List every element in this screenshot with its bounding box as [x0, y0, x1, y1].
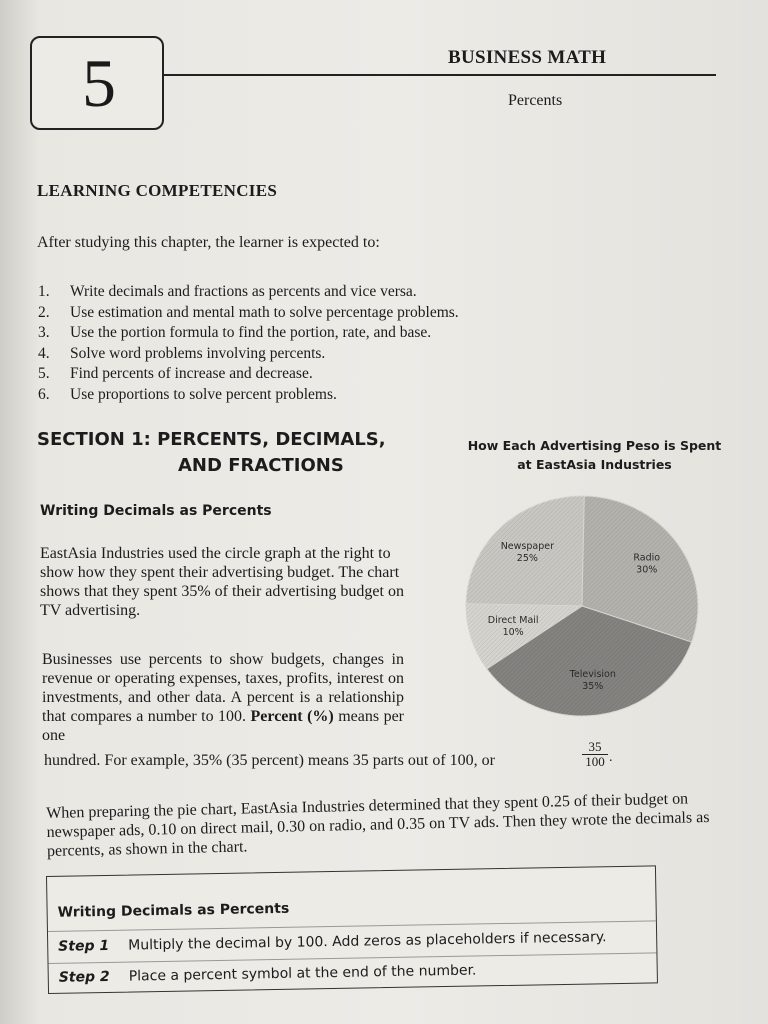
list-number: 2.: [38, 303, 50, 321]
percent-term: Percent (%): [250, 708, 334, 725]
fraction-denominator: 100: [585, 754, 605, 769]
step-label: Step 2: [58, 968, 110, 986]
list-text: Use the portion formula to find the portion, rate, and base.: [70, 324, 432, 341]
section-heading-line1: SECTION 1: PERCENTS, DECIMALS,: [37, 429, 386, 450]
step-divider: [49, 952, 657, 964]
para2-text-b: means per one: [42, 708, 405, 744]
list-number: 3.: [38, 324, 50, 341]
paragraph-pie-chart: When preparing the pie chart, EastAsia Industries determined that they spent 0.25 of their budget on newspaper ads, 0.10 on direct mail, 0.30 on radio, and 0.35 on TV ads. Then they wrote the decimals as percents, as shown in the chart.: [46, 790, 710, 860]
step-row: [58, 929, 607, 955]
step-text: Place a percent symbol at the end of the number.: [128, 962, 477, 985]
paragraph-example: hundred. For example, 35% (35 percent) means 35 parts out of 100, or: [44, 752, 495, 769]
list-item: [38, 323, 459, 344]
steps-box: [46, 865, 658, 994]
chapter-number: 5: [82, 45, 116, 121]
fraction-35-100: [582, 740, 608, 769]
competencies-list: [38, 282, 459, 405]
slice-value-label: 35%: [582, 681, 604, 693]
step-text: Multiply the decimal by 100. Add zeros as placeholders if necessary.: [128, 929, 607, 954]
step-row: [59, 963, 477, 986]
slice-value-label: 10%: [502, 626, 524, 638]
list-text: Use proportions to solve percent problems.: [70, 385, 337, 403]
list-number: 1.: [38, 283, 50, 300]
list-item: [38, 282, 459, 303]
paragraph-circle-graph: EastAsia Industries used the circle graph at the right to show how they spent their advertising budget. The chart shows that they spent 35% of their advertising budget on TV advertising.: [40, 545, 404, 619]
list-item: [38, 385, 459, 406]
list-text: Find percents of increase and decrease.: [70, 365, 313, 382]
competencies-intro: After studying this chapter, the learner is expected to:: [37, 234, 380, 251]
list-number: 4.: [38, 344, 50, 362]
step-label: Step 1: [58, 937, 110, 955]
list-number: 6.: [38, 385, 50, 403]
competencies-heading: LEARNING COMPETENCIES: [37, 181, 278, 200]
chapter-number-box: [30, 36, 164, 130]
chart-title-line1: How Each Advertising Peso is Spent: [467, 438, 722, 453]
section-heading-line2: AND FRACTIONS: [178, 455, 344, 476]
chart-title: [462, 436, 727, 474]
chapter-title: Percents: [508, 92, 563, 109]
book-title: BUSINESS MATH: [448, 47, 607, 68]
section-heading: [37, 427, 417, 479]
list-text: Use estimation and mental math to solve percentage problems.: [70, 303, 459, 321]
list-number: 5.: [38, 365, 50, 382]
steps-box-title: Writing Decimals as Percents: [57, 900, 290, 921]
header-rule: [164, 74, 716, 76]
list-item: [38, 303, 459, 324]
chart-title-line2: at EastAsia Industries: [517, 457, 672, 472]
slice-label: Television: [569, 669, 616, 681]
pie-chart: [452, 488, 712, 724]
fraction-numerator: 35: [582, 740, 608, 755]
list-text: Write decimals and fractions as percents and vice versa.: [70, 283, 417, 300]
list-text: Solve word problems involving percents.: [70, 344, 326, 362]
para2-text-a: Businesses use percents to show budgets, changes in revenue or operating expenses, taxes, profits, interest on investments, and other data. A percent is a relationship that compares a number to 100.: [42, 651, 404, 725]
list-item: [38, 344, 459, 365]
paragraph-percents: [42, 650, 404, 745]
fraction-period: .: [609, 750, 613, 765]
slice-label: Direct Mail: [487, 614, 539, 626]
slice-label: Newspaper: [500, 541, 555, 553]
slice-label: Radio: [633, 552, 661, 564]
subheading: Writing Decimals as Percents: [40, 503, 272, 519]
list-item: [38, 364, 459, 385]
slice-value-label: 25%: [516, 553, 538, 565]
slice-value-label: 30%: [636, 564, 658, 576]
